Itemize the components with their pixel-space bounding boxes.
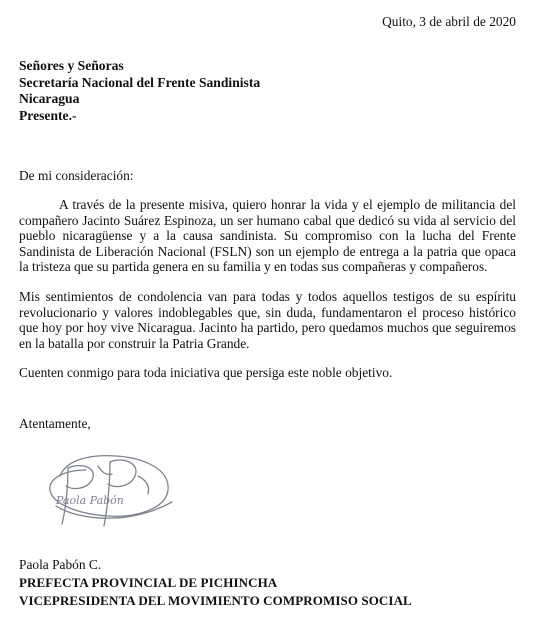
signature-image	[38, 446, 198, 546]
signer-title: PREFECTA PROVINCIAL DE PICHINCHA	[19, 575, 278, 590]
date-line: Quito, 3 de abril de 2020	[382, 14, 516, 29]
body-paragraph: Cuenten conmigo para toda iniciativa que persiga este noble objetivo.	[19, 365, 393, 381]
addressee-line: Nicaragua	[19, 91, 80, 106]
closing: Atentamente,	[19, 416, 91, 431]
signature-lettering: Paola Pabón	[56, 494, 124, 507]
addressee-block	[19, 58, 260, 124]
handwritten-signature	[38, 446, 198, 546]
signer-name: Paola Pabón C.	[19, 557, 102, 572]
body-paragraph: Mis sentimientos de condolencia van para todas y todos aquellos testigos de su espíritu revolucionario y valores indoblegables que, sin duda, fundamentaron el proceso histórico que hoy por hoy vive Nicaragua. Jacinto ha partido, pero quedamos muchos que seguiremos en la batalla por construir la Patria Grande.	[19, 288, 516, 351]
body-paragraph: A través de la presente misiva, quiero honrar la vida y el ejemplo de militancia del compañero Jacinto Suárez Espinoza, un ser humano cabal que dedicó su vida al servicio del pueblo nicaragüense y a la causa sandinista. Su compromiso con la lucha del Frente Sandinista de Liberación Nacional (FSLN) son un ejemplo de entrega a la patria que opaca la tristeza que su partida genera en su familia y en todas sus compañeras y compañeros.	[19, 197, 516, 275]
addressee-line: Presente.-	[19, 107, 77, 123]
signer-title: VICEPRESIDENTA DEL MOVIMIENTO COMPROMISO SOCIAL	[19, 593, 412, 608]
letter-body	[19, 197, 516, 395]
addressee-line: Señores y Señoras	[19, 58, 124, 73]
salutation: De mi consideración:	[19, 168, 134, 183]
signer-block	[19, 556, 412, 610]
addressee-line: Secretaría Nacional del Frente Sandinista	[19, 74, 261, 90]
